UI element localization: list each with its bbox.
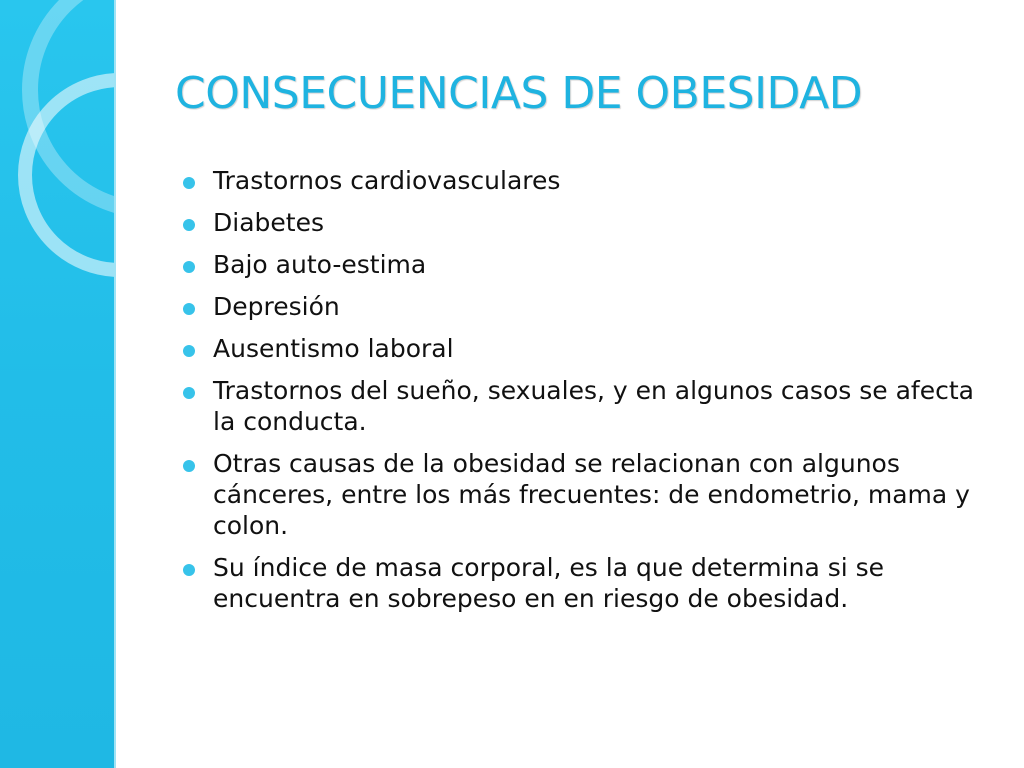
bullet-item bbox=[183, 207, 1003, 238]
bullet-text: Diabetes bbox=[213, 208, 324, 237]
bullet-text: Ausentismo laboral bbox=[213, 334, 454, 363]
circle-bullet-icon bbox=[183, 303, 195, 315]
bullet-text: Otras causas de la obesidad se relacionan con algunos cánceres, entre los más frecuentes: de endometrio, mama y colon. bbox=[213, 449, 970, 540]
bullet-item bbox=[183, 448, 1003, 541]
bullet-item bbox=[183, 291, 1003, 322]
circle-bullet-icon bbox=[183, 219, 195, 231]
side-band-edge bbox=[114, 0, 116, 768]
bullet-item bbox=[183, 552, 1003, 614]
decorative-rings-icon bbox=[0, 0, 114, 768]
slide-title: CONSECUENCIAS DE OBESIDAD bbox=[175, 68, 863, 119]
bullet-list bbox=[183, 165, 1003, 625]
bullet-item bbox=[183, 375, 1003, 437]
circle-bullet-icon bbox=[183, 564, 195, 576]
circle-bullet-icon bbox=[183, 261, 195, 273]
bullet-text: Trastornos del sueño, sexuales, y en algunos casos se afecta la conducta. bbox=[213, 376, 974, 436]
bullet-text: Bajo auto-estima bbox=[213, 250, 427, 279]
decorative-side-band bbox=[0, 0, 114, 768]
circle-bullet-icon bbox=[183, 387, 195, 399]
bullet-text: Trastornos cardiovasculares bbox=[213, 166, 561, 195]
bullet-item bbox=[183, 249, 1003, 280]
circle-bullet-icon bbox=[183, 177, 195, 189]
bullet-text: Depresión bbox=[213, 292, 340, 321]
circle-bullet-icon bbox=[183, 345, 195, 357]
bullet-text: Su índice de masa corporal, es la que determina si se encuentra en sobrepeso en en riesgo de obesidad. bbox=[213, 553, 885, 613]
circle-bullet-icon bbox=[183, 460, 195, 472]
bullet-item bbox=[183, 165, 1003, 196]
bullet-item bbox=[183, 333, 1003, 364]
